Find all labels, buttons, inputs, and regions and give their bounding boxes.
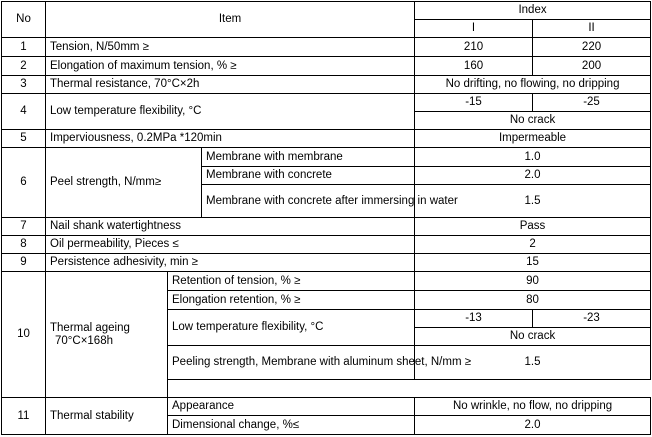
grade-2-value: 220 <box>533 38 651 57</box>
sub-item: Membrane with concrete <box>202 167 415 185</box>
table-row <box>2 236 651 254</box>
sub-value: 1.5 <box>415 185 651 218</box>
row-item: Elongation of maximum tension, % ≥ <box>46 57 415 76</box>
table-row <box>2 148 651 167</box>
row-value: Pass <box>415 218 651 236</box>
row-number: 7 <box>2 218 46 236</box>
row-number: 8 <box>2 236 46 254</box>
row-value: No drifting, no flowing, no dripping <box>415 76 651 94</box>
row-number: 10 <box>2 272 46 398</box>
row-item-line: 70°C×168h <box>55 334 113 347</box>
row-item: Low temperature flexibility, °C <box>46 94 415 130</box>
table-row <box>2 38 651 57</box>
row-value: Impermeable <box>415 130 651 148</box>
sub-item: Peeling strength, Membrane with aluminum sheet, N/mm ≥ <box>168 346 415 380</box>
row-number: 2 <box>2 57 46 76</box>
header-no: No <box>2 2 46 38</box>
header-item: Item <box>46 2 415 38</box>
table-row <box>2 130 651 148</box>
table-row <box>2 76 651 94</box>
sub-value: 1.5 <box>415 346 651 380</box>
row-item <box>46 272 168 398</box>
row-item: Imperviousness, 0.2MPa *120min <box>46 130 415 148</box>
table-row <box>2 398 651 416</box>
table-row <box>2 94 651 112</box>
row-number: 6 <box>2 148 46 218</box>
grade-2-value: 200 <box>533 57 651 76</box>
row-number: 1 <box>2 38 46 57</box>
row-item: Tension, N/50mm ≥ <box>46 38 415 57</box>
row-number: 4 <box>2 94 46 130</box>
grade-1-value: 160 <box>415 57 533 76</box>
table-row <box>2 272 651 291</box>
sub-item: Low temperature flexibility, °C <box>168 310 415 346</box>
header-grade-2: II <box>533 20 651 38</box>
sub-item: Retention of tension, % ≥ <box>168 272 415 291</box>
table-row <box>2 57 651 76</box>
grade-2-value: -25 <box>533 94 651 112</box>
sub-value: No wrinkle, no flow, no dripping <box>415 398 651 416</box>
row-number: 5 <box>2 130 46 148</box>
sub-value: 1.0 <box>415 148 651 167</box>
sub-value: 90 <box>415 272 651 291</box>
row-item: Thermal stability <box>46 398 168 435</box>
row-item-line: Thermal ageing <box>50 321 130 334</box>
row-number: 3 <box>2 76 46 94</box>
row-item: Nail shank watertightness <box>46 218 415 236</box>
table-row <box>2 218 651 236</box>
sub-value: 80 <box>415 291 651 310</box>
sub-item: Appearance <box>168 398 415 416</box>
row-note: No crack <box>415 328 651 346</box>
row-item: Thermal resistance, 70°C×2h <box>46 76 415 94</box>
row-note: No crack <box>415 112 651 130</box>
header-index: Index <box>415 2 651 20</box>
grade-1-value: -13 <box>415 310 533 328</box>
sub-value: 2.0 <box>415 167 651 185</box>
grade-1-value: -15 <box>415 94 533 112</box>
sub-item: Membrane with membrane <box>202 148 415 167</box>
sub-item: Elongation retention, % ≥ <box>168 291 415 310</box>
table-row <box>2 254 651 272</box>
header-row <box>2 2 651 20</box>
sub-item: Dimensional change, %≤ <box>168 416 415 435</box>
grade-2-value: -23 <box>533 310 651 328</box>
grade-1-value: 210 <box>415 38 533 57</box>
sub-item: Membrane with concrete after immersing in water <box>202 185 415 218</box>
specification-table <box>1 1 651 435</box>
row-number: 9 <box>2 254 46 272</box>
row-item: Persistence adhesivity, min ≥ <box>46 254 415 272</box>
sub-value: 2.0 <box>415 416 651 435</box>
row-number: 11 <box>2 398 46 435</box>
header-grade-1: I <box>415 20 533 38</box>
row-item: Oil permeability, Pieces ≤ <box>46 236 415 254</box>
row-item: Peel strength, N/mm≥ <box>46 148 202 218</box>
row-value: 15 <box>415 254 651 272</box>
row-value: 2 <box>415 236 651 254</box>
